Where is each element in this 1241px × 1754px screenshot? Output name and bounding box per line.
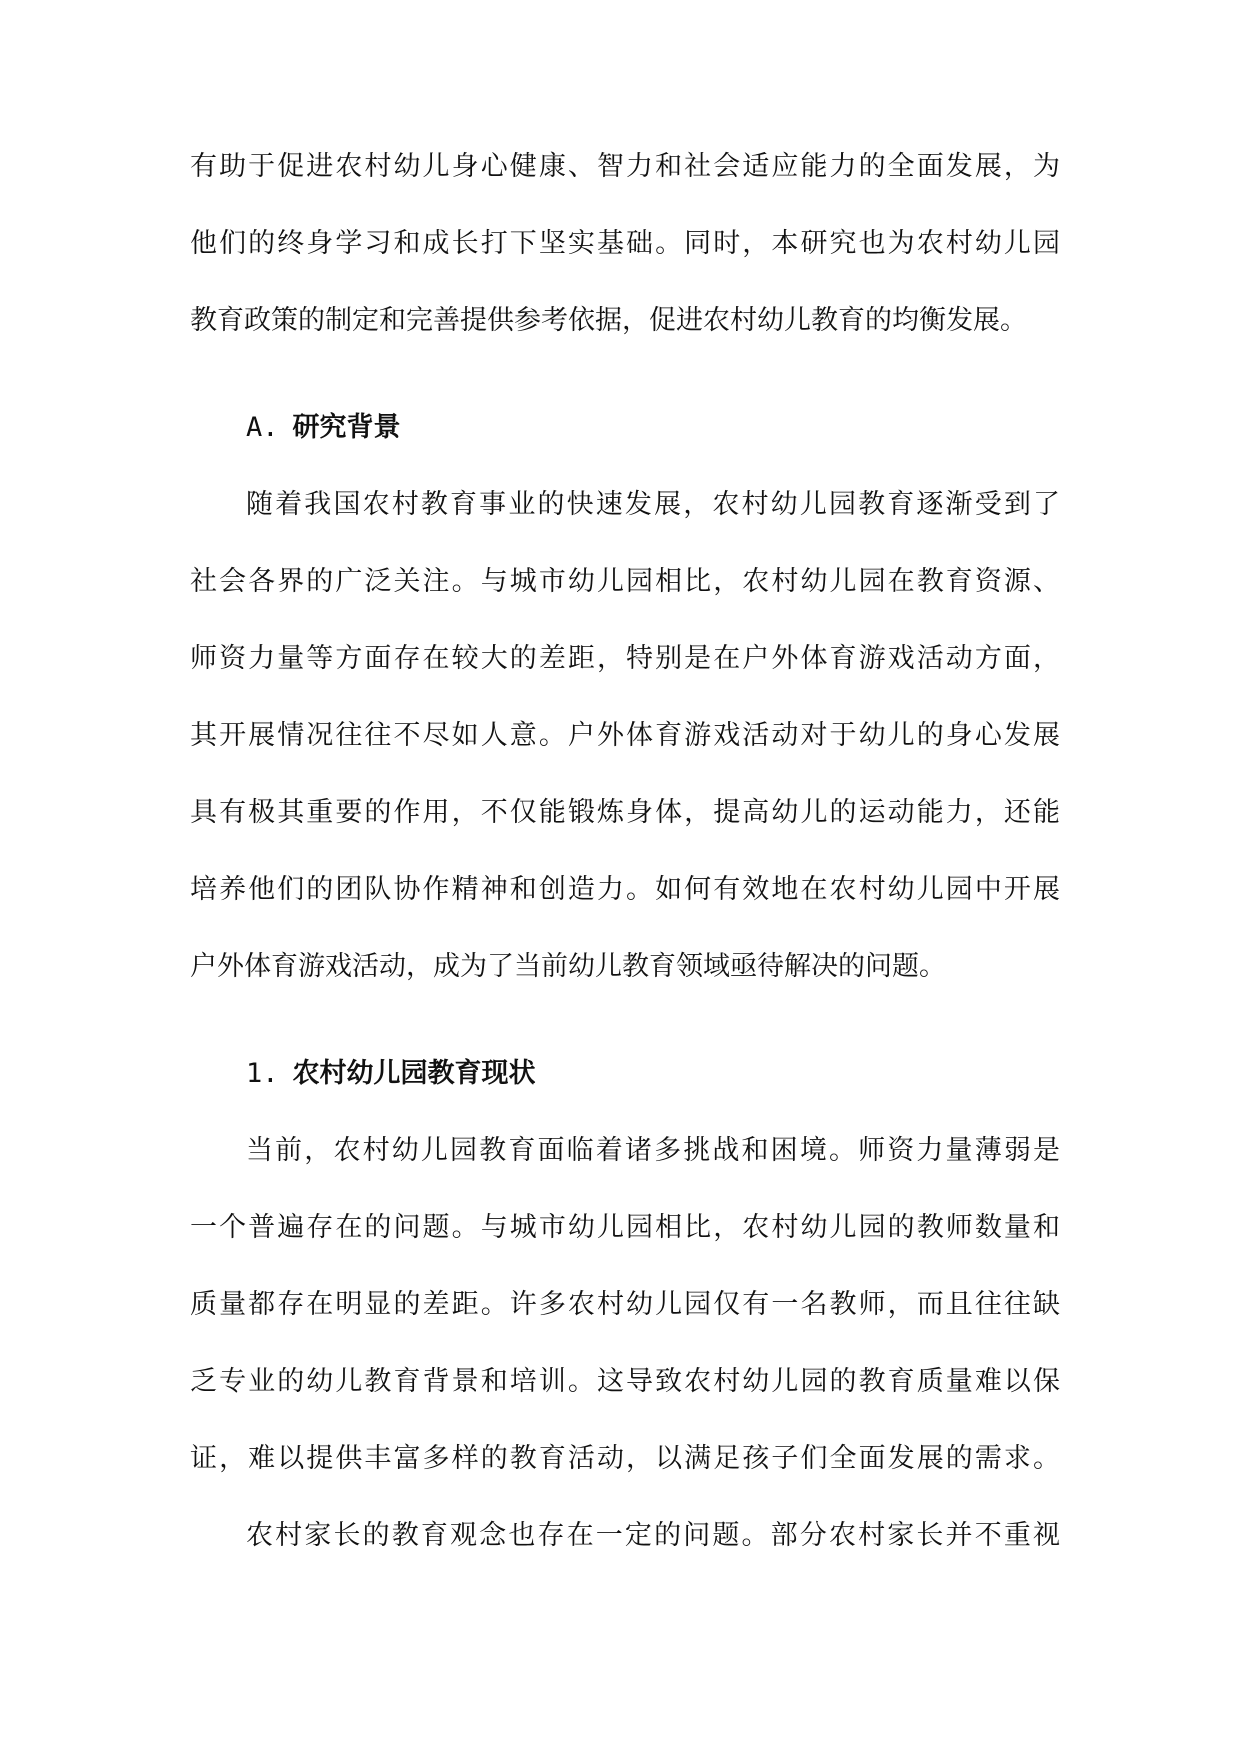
- text-line: 师资力量等方面存在较大的差距，特别是在户外体育游戏活动方面，: [190, 643, 1060, 674]
- text-line: 当前，农村幼儿园教育面临着诸多挑战和困境。师资力量薄弱是: [246, 1135, 1060, 1166]
- section-title: 研究背景: [292, 412, 401, 443]
- text-line: 其开展情况往往不尽如人意。户外体育游戏活动对于幼儿的身心发展: [190, 720, 1060, 751]
- text-line: 一个普遍存在的问题。与城市幼儿园相比，农村幼儿园的教师数量和: [190, 1212, 1060, 1243]
- text-line: 随着我国农村教育事业的快速发展，农村幼儿园教育逐渐受到了: [246, 489, 1060, 520]
- text-line: 有助于促进农村幼儿身心健康、智力和社会适应能力的全面发展，为: [190, 151, 1060, 182]
- document-body: [190, 143, 1060, 1589]
- text-line: 社会各界的广泛关注。与城市幼儿园相比，农村幼儿园在教育资源、: [190, 566, 1060, 597]
- text-line: 培养他们的团队协作精神和创造力。如何有效地在农村幼儿园中开展: [190, 874, 1060, 905]
- text-line: 证，难以提供丰富多样的教育活动，以满足孩子们全面发展的需求。: [190, 1443, 1060, 1474]
- text-line: 质量都存在明显的差距。许多农村幼儿园仅有一名教师，而且往往缺: [190, 1289, 1060, 1320]
- section-heading-1: [190, 1050, 1060, 1127]
- section-title: 农村幼儿园教育现状: [292, 1058, 536, 1089]
- section-number: 1.: [246, 1058, 279, 1089]
- text-line: 他们的终身学习和成长打下坚实基础。同时，本研究也为农村幼儿园: [190, 228, 1060, 259]
- text-line: 农村家长的教育观念也存在一定的问题。部分农村家长并不重视: [246, 1520, 1060, 1551]
- section-a-paragraph: [190, 481, 1060, 1020]
- text-line: 乏专业的幼儿教育背景和培训。这导致农村幼儿园的教育质量难以保: [190, 1366, 1060, 1397]
- section-1-paragraph-2: [190, 1512, 1060, 1589]
- text-line: 具有极其重要的作用，不仅能锻炼身体，提高幼儿的运动能力，还能: [190, 797, 1060, 828]
- section-number: A.: [246, 412, 279, 443]
- section-1-paragraph-1: [190, 1127, 1060, 1512]
- text-line: 教育政策的制定和完善提供参考依据，促进农村幼儿教育的均衡发展。: [190, 305, 1027, 336]
- text-line: 户外体育游戏活动，成为了当前幼儿教育领域亟待解决的问题。: [190, 951, 946, 982]
- section-heading-a: [190, 404, 1060, 481]
- intro-paragraph: [190, 143, 1060, 374]
